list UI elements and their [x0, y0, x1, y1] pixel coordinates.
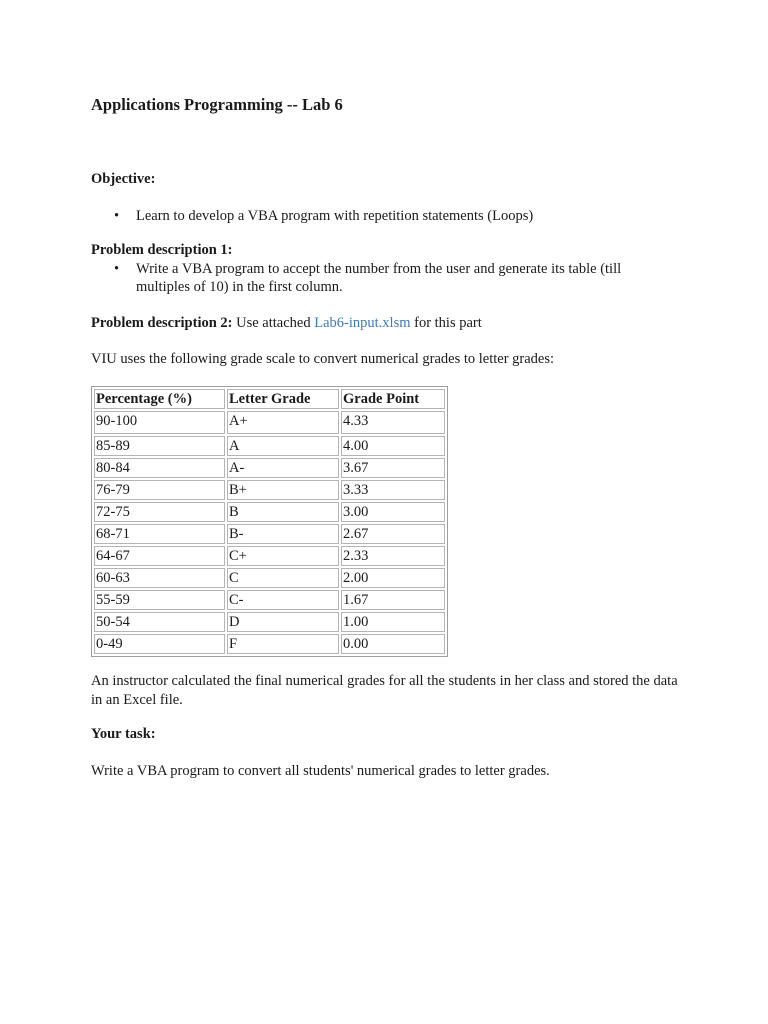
- letter-grade-cell: F: [227, 634, 339, 654]
- grade-point-cell: 2.33: [341, 546, 445, 566]
- table-row: [94, 480, 445, 500]
- table-row: [94, 436, 445, 456]
- percentage-cell: 50-54: [94, 612, 225, 632]
- header-percentage: Percentage (%): [94, 389, 225, 409]
- percentage-cell: 55-59: [94, 590, 225, 610]
- objective-bullet-text: Learn to develop a VBA program with repetition statements (Loops): [136, 208, 534, 224]
- percentage-cell: 80-84: [94, 458, 225, 478]
- problem1-bullet-text: Write a VBA program to accept the number from the user and generate its table (till multiples of 10) in the first column.: [136, 261, 622, 295]
- grade-point-cell: 4.00: [341, 436, 445, 456]
- grade-scale-table: [91, 386, 448, 657]
- grade-point-cell: 3.00: [341, 502, 445, 522]
- bullet-icon: •: [114, 208, 120, 224]
- table-row: [94, 590, 445, 610]
- percentage-cell: 64-67: [94, 546, 225, 566]
- percentage-cell: 85-89: [94, 436, 225, 456]
- problem1-bullet-item: [114, 260, 654, 296]
- grade-scale-intro: VIU uses the following grade scale to convert numerical grades to letter grades:: [91, 351, 555, 367]
- letter-grade-cell: A-: [227, 458, 339, 478]
- problem2-line: [91, 314, 482, 333]
- percentage-cell: 90-100: [94, 411, 225, 434]
- table-row: [94, 524, 445, 544]
- letter-grade-cell: B-: [227, 524, 339, 544]
- problem1-heading: Problem description 1:: [91, 242, 233, 258]
- grade-point-cell: 2.00: [341, 568, 445, 588]
- objective-heading: Objective:: [91, 171, 156, 187]
- percentage-cell: 68-71: [94, 524, 225, 544]
- letter-grade-cell: C-: [227, 590, 339, 610]
- grade-point-cell: 3.67: [341, 458, 445, 478]
- bullet-icon: •: [114, 261, 120, 277]
- problem2-post-text: for this part: [410, 315, 482, 331]
- letter-grade-cell: B: [227, 502, 339, 522]
- objective-bullet-item: [114, 207, 654, 225]
- letter-grade-cell: A+: [227, 411, 339, 434]
- grade-point-cell: 0.00: [341, 634, 445, 654]
- attachment-link[interactable]: Lab6-input.xlsm: [314, 315, 411, 331]
- letter-grade-cell: C+: [227, 546, 339, 566]
- letter-grade-cell: C: [227, 568, 339, 588]
- problem2-heading: Problem description 2:: [91, 315, 233, 331]
- table-row: [94, 502, 445, 522]
- letter-grade-cell: B+: [227, 480, 339, 500]
- grade-point-cell: 1.00: [341, 612, 445, 632]
- percentage-cell: 60-63: [94, 568, 225, 588]
- grade-point-cell: 4.33: [341, 411, 445, 434]
- letter-grade-cell: A: [227, 436, 339, 456]
- header-letter-grade: Letter Grade: [227, 389, 339, 409]
- table-row: [94, 634, 445, 654]
- percentage-cell: 72-75: [94, 502, 225, 522]
- percentage-cell: 0-49: [94, 634, 225, 654]
- task-paragraph: Write a VBA program to convert all students' numerical grades to letter grades.: [91, 763, 550, 779]
- grade-point-cell: 2.67: [341, 524, 445, 544]
- table-row: [94, 411, 445, 434]
- grade-point-cell: 1.67: [341, 590, 445, 610]
- table-row: [94, 612, 445, 632]
- grade-point-cell: 3.33: [341, 480, 445, 500]
- percentage-cell: 76-79: [94, 480, 225, 500]
- table-header-row: [94, 389, 445, 409]
- problem2-pre-text: Use attached: [232, 315, 315, 331]
- table-row: [94, 546, 445, 566]
- instructor-paragraph: An instructor calculated the final numerical grades for all the students in her class and stored the data in an Excel file.: [91, 673, 678, 708]
- table-row: [94, 568, 445, 588]
- table-row: [94, 458, 445, 478]
- letter-grade-cell: D: [227, 612, 339, 632]
- page-title: Applications Programming -- Lab 6: [91, 95, 343, 114]
- header-grade-point: Grade Point: [341, 389, 445, 409]
- task-heading: Your task:: [91, 726, 156, 742]
